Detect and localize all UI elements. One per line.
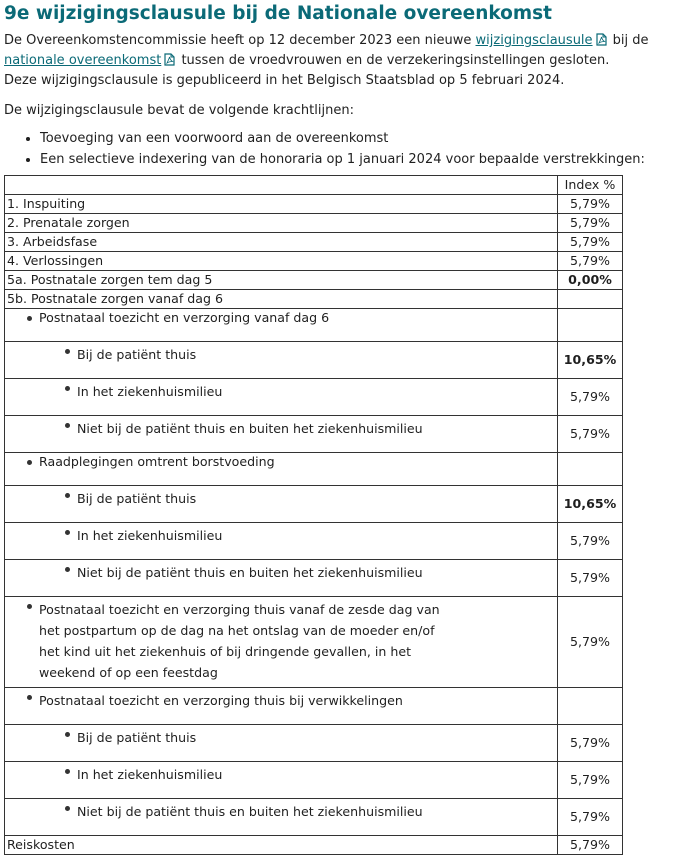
intro-paragraph (4, 32, 672, 90)
row-label: 1. Inspuiting (5, 195, 558, 214)
summary-text: De wijzigingsclausule bevat de volgende krachtlijnen: (4, 103, 354, 118)
table-row (5, 725, 623, 762)
row-label: Raadplegingen omtrent borstvoeding (5, 453, 558, 486)
table-row (5, 342, 623, 379)
table-row (5, 836, 623, 855)
row-value: 5,79% (558, 214, 623, 233)
table-row (5, 214, 623, 233)
list-item: • Toevoeging van een voorwoord aan de overeenkomst (40, 130, 672, 148)
row-label: Bij de patiënt thuis (5, 342, 558, 379)
row-label: Bij de patiënt thuis (5, 725, 558, 762)
intro-text-2: bij de (608, 33, 649, 48)
index-table (4, 175, 623, 855)
row-label: 4. Verlossingen (5, 252, 558, 271)
table-row (5, 233, 623, 252)
intro-text-1: De Overeenkomstencommissie heeft op 12 december 2023 een nieuwe (4, 33, 476, 48)
row-label: 5b. Postnatale zorgen vanaf dag 6 (5, 290, 558, 309)
key-points-list (4, 130, 672, 169)
table-row (5, 416, 623, 453)
row-value: 5,79% (558, 416, 623, 453)
row-label-line: Postnataal toezicht en verzorging thuis vanaf de zesde dag van (39, 602, 440, 617)
intro-text-4: Deze wijzigingsclausule is gepubliceerd in het Belgisch Staatsblad op 5 februari 2024. (4, 73, 565, 88)
wijzigingsclausule-link[interactable]: wijzigingsclausule (475, 33, 593, 48)
row-value (558, 290, 623, 309)
row-value: 5,79% (558, 523, 623, 560)
row-value: 5,79% (558, 379, 623, 416)
row-value: 5,79% (558, 725, 623, 762)
index-header: Index % (558, 176, 623, 195)
nationale-overeenkomst-link[interactable]: nationale overeenkomst (4, 53, 162, 68)
row-value: 10,65% (558, 342, 623, 379)
table-row (5, 453, 623, 486)
row-value: 10,65% (558, 486, 623, 523)
row-value: 5,79% (558, 762, 623, 799)
table-header-row (5, 176, 623, 195)
table-row (5, 309, 623, 342)
row-label-line: het postpartum op de dag na het ontslag van de moeder en/of (39, 623, 435, 638)
row-label-line: het kind uit het ziekenhuis of bij dringende gevallen, in het (39, 644, 412, 659)
table-row (5, 252, 623, 271)
row-value: 0,00% (558, 271, 623, 290)
row-label: Postnataal toezicht en verzorging thuis bij verwikkelingen (5, 688, 558, 725)
row-label: Niet bij de patiënt thuis en buiten het ziekenhuismilieu (5, 560, 558, 597)
row-label: 5a. Postnatale zorgen tem dag 5 (5, 271, 558, 290)
row-label: Niet bij de patiënt thuis en buiten het ziekenhuismilieu (5, 799, 558, 836)
row-label: 2. Prenatale zorgen (5, 214, 558, 233)
row-label-line: weekend of op een feestdag (39, 665, 218, 680)
row-value (558, 688, 623, 725)
table-row (5, 597, 623, 688)
table-row (5, 560, 623, 597)
row-value: 5,79% (558, 836, 623, 855)
table-row (5, 290, 623, 309)
table-row (5, 688, 623, 725)
table-row (5, 379, 623, 416)
row-value: 5,79% (558, 233, 623, 252)
pdf-icon[interactable] (164, 53, 175, 72)
page-title: 9e wijzigingsclausule bij de Nationale overeenkomst (4, 3, 553, 24)
table-row (5, 523, 623, 560)
row-value: 5,79% (558, 560, 623, 597)
table-row (5, 195, 623, 214)
table-row (5, 271, 623, 290)
row-label: Niet bij de patiënt thuis en buiten het ziekenhuismilieu (5, 416, 558, 453)
row-label: Postnataal toezicht en verzorging vanaf dag 6 (5, 309, 558, 342)
table-row (5, 486, 623, 523)
row-label: 3. Arbeidsfase (5, 233, 558, 252)
row-label: Bij de patiënt thuis (5, 486, 558, 523)
row-value (558, 453, 623, 486)
row-label: In het ziekenhuismilieu (5, 523, 558, 560)
row-label (5, 597, 558, 688)
row-label: In het ziekenhuismilieu (5, 762, 558, 799)
row-label: Reiskosten (5, 836, 558, 855)
pdf-icon[interactable] (596, 33, 607, 52)
row-value: 5,79% (558, 195, 623, 214)
row-label: In het ziekenhuismilieu (5, 379, 558, 416)
table-row (5, 799, 623, 836)
row-value: 5,79% (558, 799, 623, 836)
table-row (5, 762, 623, 799)
list-item: • Een selectieve indexering van de honoraria op 1 januari 2024 voor bepaalde verstrekkingen: (40, 151, 672, 169)
intro-text-3: tussen de vroedvrouwen en de verzekeringsinstellingen gesloten. (177, 53, 610, 68)
row-value: 5,79% (558, 252, 623, 271)
row-value (558, 309, 623, 342)
row-value: 5,79% (558, 597, 623, 688)
